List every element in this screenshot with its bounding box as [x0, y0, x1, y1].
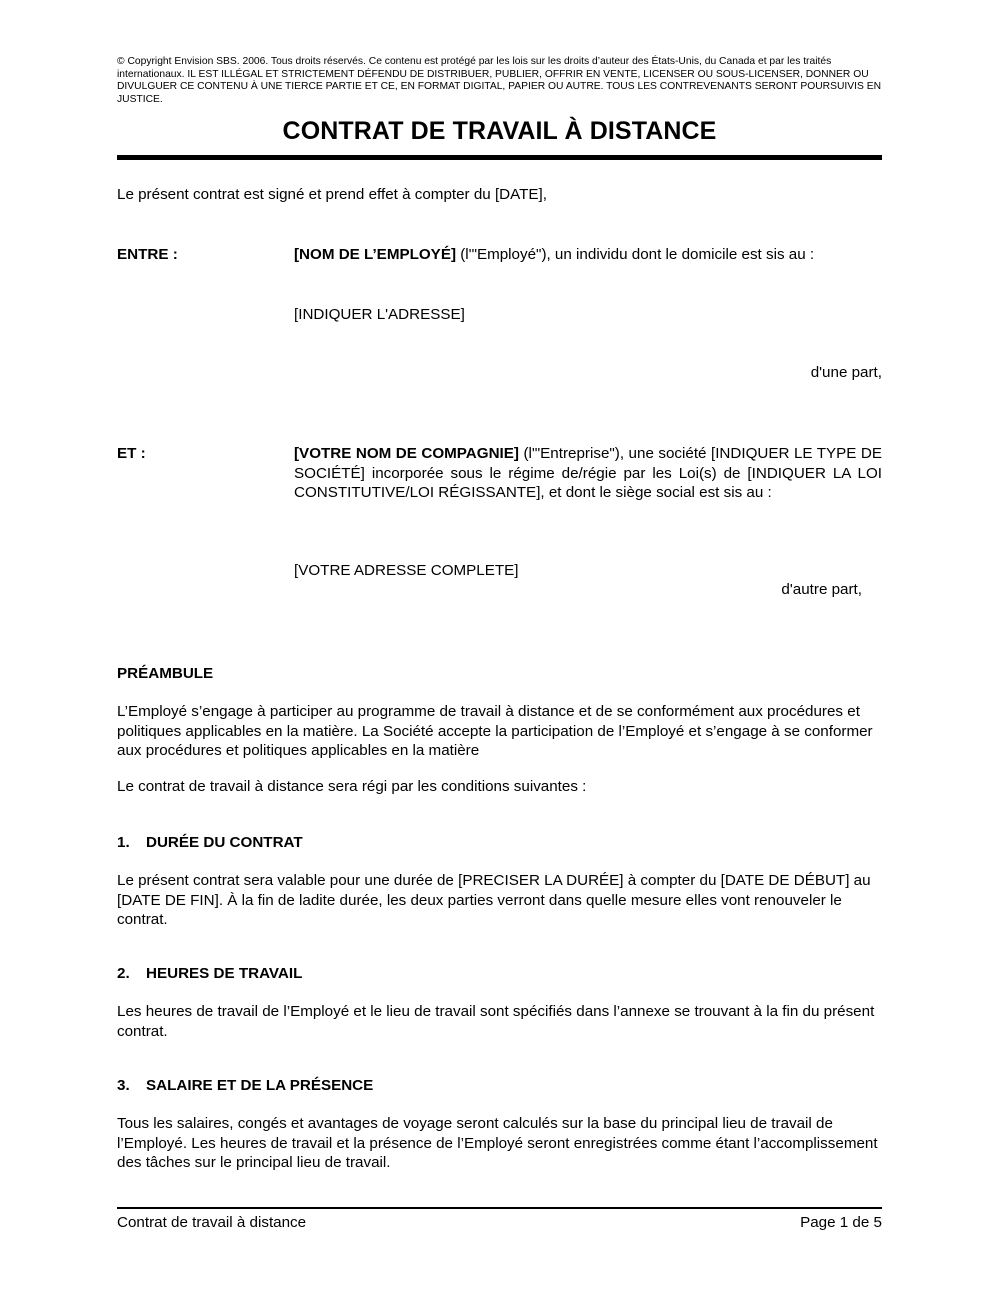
- title-divider: [117, 155, 882, 160]
- section-2-number: 2.: [117, 965, 130, 982]
- copyright-notice: © Copyright Envision SBS. 2006. Tous droits réservés. Ce contenu est protégé par les lois sur les droits d’auteur des États-Unis, du Canada et par les traités internationaux. IL EST ILLÉGAL ET STRICTEMENT DÉFENDU DE DISTRIBUER, PUBLIER, OFFRIR EN VENTE, LICENSER OU SOUS-LICENSER, DONNER OU DIVULGUER CE CONTENU À UNE TIERCE PARTIE ET CE, EN FORMAT DIGITAL, PAPIER OU AUTRE. TOUS LES CONTREVENANTS SERONT POURSUIVIS EN JUSTICE.: [117, 56, 882, 105]
- employee-description-text: (l'"Employé"), un individu dont le domicile est sis au :: [456, 246, 815, 263]
- employee-party-label: ENTRE :: [117, 246, 178, 263]
- section-1-body: Le présent contrat sera valable pour une durée de [PRECISER LA DURÉE] à compter du [DATE DE DÉBUT] au [DATE DE FIN]. À la fin de ladite durée, les deux parties verront dans quelle mesure elles vont renouveler le contrat.: [117, 872, 871, 928]
- preamble-paragraph: L’Employé s’engage à participer au programme de travail à distance et de se conformément aux procédures et politiques applicables en la matière. La Société accepte la participation de l’Employé et s’engage à se conformer aux procédures et politiques applicables en la matière: [117, 703, 873, 759]
- section-1-number: 1.: [117, 834, 130, 851]
- company-party-label: ET :: [117, 445, 146, 462]
- section-2-heading: [117, 964, 882, 984]
- footer-document-name: Contrat de travail à distance: [117, 1214, 307, 1231]
- preamble-heading: PRÉAMBULE: [117, 665, 214, 682]
- section-1-heading: [117, 833, 882, 853]
- section-3-body: Tous les salaires, congés et avantages de voyage seront calculés sur la base du principal lieu de travail de l’Employé. Les heures de travail et la présence de l’Employé seront enregistrées comme étant l’accomplissement des tâches sur le principal lieu de travail.: [117, 1115, 878, 1171]
- employee-party-description: [294, 245, 882, 265]
- document-title: CONTRAT DE TRAVAIL À DISTANCE: [282, 117, 717, 145]
- document-page: [117, 0, 882, 1290]
- employee-address-placeholder: [INDIQUER L'ADRESSE]: [294, 306, 465, 323]
- employee-name-placeholder: [NOM DE L’EMPLOYÉ]: [294, 246, 457, 263]
- section-3-number: 3.: [117, 1077, 130, 1094]
- company-name-placeholder: [VOTRE NOM DE COMPAGNIE]: [294, 445, 519, 462]
- footer-page-number: Page 1 de 5: [800, 1214, 882, 1231]
- company-party-description: [294, 444, 882, 503]
- section-3-title: SALAIRE ET DE LA PRÉSENCE: [146, 1077, 374, 1094]
- section-3-heading: [117, 1076, 882, 1096]
- section-2-title: HEURES DE TRAVAIL: [146, 965, 303, 982]
- company-address-placeholder: [VOTRE ADRESSE COMPLETE]: [294, 562, 519, 579]
- company-description-text: (l'"Entreprise"), une société [INDIQUER LE TYPE DE SOCIÉTÉ] incorporée sous le régime de/régie par les Loi(s) de [INDIQUER LA LOI CONSTITUTIVE/LOI RÉGISSANTE], et dont le siège social est sis au :: [294, 445, 882, 501]
- preamble-conditions-intro: Le contrat de travail à distance sera régi par les conditions suivantes :: [117, 778, 587, 795]
- section-1-title: DURÉE DU CONTRAT: [146, 834, 303, 851]
- employee-party-closing: d'une part,: [810, 364, 882, 381]
- section-2-body: Les heures de travail de l’Employé et le lieu de travail sont spécifiés dans l’annexe se trouvant à la fin du présent contrat.: [117, 1003, 875, 1040]
- intro-sentence: Le présent contrat est signé et prend effet à compter du [DATE],: [117, 186, 547, 203]
- company-party-closing: d'autre part,: [781, 581, 862, 598]
- footer-divider: [117, 1207, 882, 1209]
